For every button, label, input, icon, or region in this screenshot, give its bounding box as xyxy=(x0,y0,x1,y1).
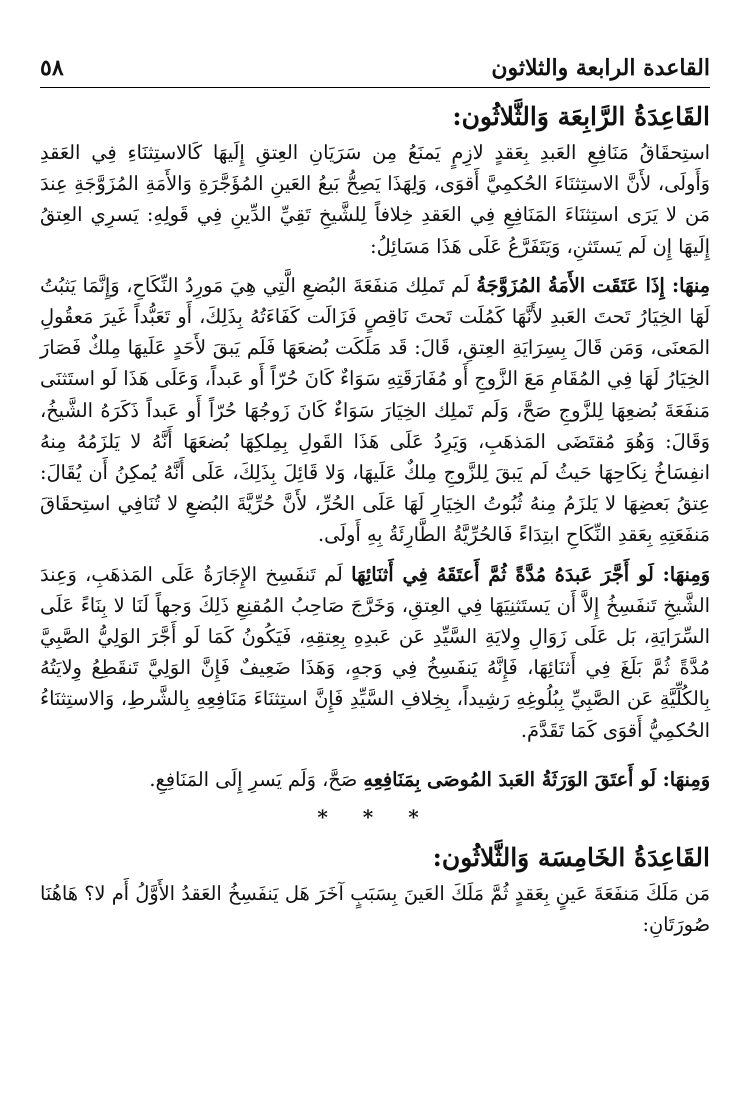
rule-34-heading: القَاعِدَةُ الرَّابِعَة وَالثَّلاثُون: xyxy=(452,102,710,131)
issue-2-text: لَم تَنفَسِخ الإِجَارَةُ عَلَى المَذهَبِ، وَعِندَ الشَّيخِ تَنفَسِخُ إِلاَّ أَن يَستَثنِيَهَا فِي العِتقِ، وَخَرَّجَ صَاحِبُ المُقنِعِ ذَلِكَ وَجهاً لَنَا لا بِنَاءً عَلَى السِّرَايَةِ، بَل عَلَى زَوَالِ وِلايَةِ السَّيِّدِ عَن عَبدِهِ بِعِتقِهِ، فَيَكُونُ كَمَا لَو أَجَّرَ الوَلِيُّ الصَّبِيَّ مُدَّةً ثُمَّ بَلَغَ فِي أَثنَائِهَا، فَإِنَّهُ يَنفَسِخُ فِي وَجهٍ، وَهَذَا ضَعِيفٌ فَإِنَّ الوَلِيَّ تَنقَطِعُ وِلايَتُهُ بِالكُلِّيَّةِ عَن الصَّبِيِّ بِبُلُوغِهِ رَشِيداً، بِخِلافِ السَّيِّدِ فَإِنَّ استِثنَاءَ مَنَافِعِهِ بِالشَّرطِ، وَالاستِثنَاءُ الحُكمِيُّ أَقوَى كَمَا تَقَدَّمَ. xyxy=(40,562,710,742)
page-number: ٥٨ xyxy=(40,55,64,81)
rule-35-intro: مَن مَلَكَ مَنفَعَةَ عَينٍ بِعَقدٍ ثُمَّ مَلَكَ العَينَ بِسَبَبٍ آخَرَ هَل يَنفَسِخُ العَقدُ الأَوَّلُ أَم لا؟ هَاهُنَا صُورَتَانِ: xyxy=(40,882,710,937)
issue-3-lead: وَمِنهَا: لَو أَعتَقَ الوَرَثَةُ العَبدَ المُوصَى بِمَنَافِعِهِ xyxy=(363,767,710,791)
running-title: القاعدة الرابعة والثلاثون xyxy=(491,55,710,81)
page-header xyxy=(40,52,710,84)
rule-34-intro: استِحقَاقُ مَنَافِعِ العَبدِ بِعَقدٍ لازِمٍ يَمنَعُ مِن سَرَيَانِ العِتقِ إِلَيهَا كَالاستِثنَاءِ فِي العَقدِ وَأَولَى، لأَنَّ الاستِثنَاءَ الحُكمِيَّ أَقوَى، وَلِهَذَا يَصِحُّ بَيعُ العَينِ المُؤَجَّرَةِ وَالأَمَةِ المُزَوَّجَةِ عِندَ مَن لا يَرَى استِثنَاءَ المَنَافِعِ فِي العَقدِ خِلافاً لِلشَّيخِ تَقِيِّ الدِّينِ فِي قَولِهِ: يَسرِي العِتقُ إِلَيهَا إِن لَم يَستَثنِ، وَيَتَفَرَّعُ عَلَى هَذَا مَسَائِلُ: xyxy=(40,141,710,258)
page-body xyxy=(40,102,710,948)
header-rule xyxy=(40,87,710,88)
rule-35-heading: القَاعِدَةُ الخَامِسَة وَالثَّلاثُون: xyxy=(432,843,710,873)
rule-34-issue-2 xyxy=(40,559,710,746)
rule-34-issue-1 xyxy=(40,270,710,551)
issue-1-text: لَم تَملِك مَنفَعَةَ البُضعِ الَّتِي هِيَ مَورِدُ النِّكَاحِ، وَإِنَّمَا يَثبُتُ لَهَا الخِيَارُ تَحتَ العَبدِ لأَنَّهَا كَمُلَت تَحتَ نَاقِصٍ فَزَالَت كَفَاءَتُهُ بِذَلِكَ، أَو تَعَبُّداً غَيرَ مَعقُولِ المَعنَى، وَمَن قَالَ بِسِرَايَةِ العِتقِ، قَالَ: قَد مَلَكَت بُضعَهَا فَلَم يَبقَ لأَحَدٍ عَلَيهَا مِلكٌ فَصَارَ الخِيَارُ لَهَا فِي المُقَامِ مَعَ الزَّوجِ أَو مُفَارَقَتِهِ سَوَاءٌ كَانَ حُرّاً أَو عَبداً، وَعَلَى هَذَا لَو استَثنَى مَنفَعَةَ بُضعِهَا لِلزَّوجِ صَحَّ، وَلَم تَملِك الخِيَارَ سَوَاءٌ كَانَ زَوجُهَا حُرّاً أَو عَبداً ذَكَرَهُ الشَّيخُ، وَقَالَ: وَهُوَ مُقتَضَى المَذهَبِ، وَيَرِدُ عَلَى هَذَا القَولِ بِمِلكِهَا بُضعَهَا أَنَّهُ لا يَلزَمُهُ مِنهُ انفِسَاخُ نِكَاحِهَا حَيثُ لَم يَبقَ لِلزَّوجِ مِلكٌ عَلَيهَا، وَلا قَائِلَ بِذَلِكَ، عَلَى أَنَّهُ يُمكِنُ أَن يُقَالَ: عِتقُ بَعضِهَا لا يَلزَمُ مِنهُ ثُبُوتُ الخِيَارِ لَهَا عَلَى الحُرِّ، لأَنَّ حُرِّيَّةَ البُضعِ لا تُنَافِي استِحقَاقَ مَنفَعَتِهِ بِعَقدِ النِّكَاحِ ابتِدَاءً فَالحُرِّيَّةُ الطَّارِئَةُ بِهِ أَولَى. xyxy=(40,273,710,547)
issue-3-text: صَحَّ، وَلَم يَسرِ إِلَى المَنَافِعِ. xyxy=(149,767,364,791)
issue-2-lead: وَمِنهَا: لَو أَجَّرَ عَبدَهُ مُدَّةً ثُمَّ أَعتَقَهُ فِي أَثنَائِهَا xyxy=(351,562,711,586)
section-separator: * * * xyxy=(317,805,433,830)
book-page xyxy=(40,0,710,1097)
rule-34-issue-3 xyxy=(40,764,710,795)
issue-1-lead: مِنهَا: إِذَا عَتَقَت الأَمَةُ المُزَوَّجَةُ xyxy=(476,273,710,297)
